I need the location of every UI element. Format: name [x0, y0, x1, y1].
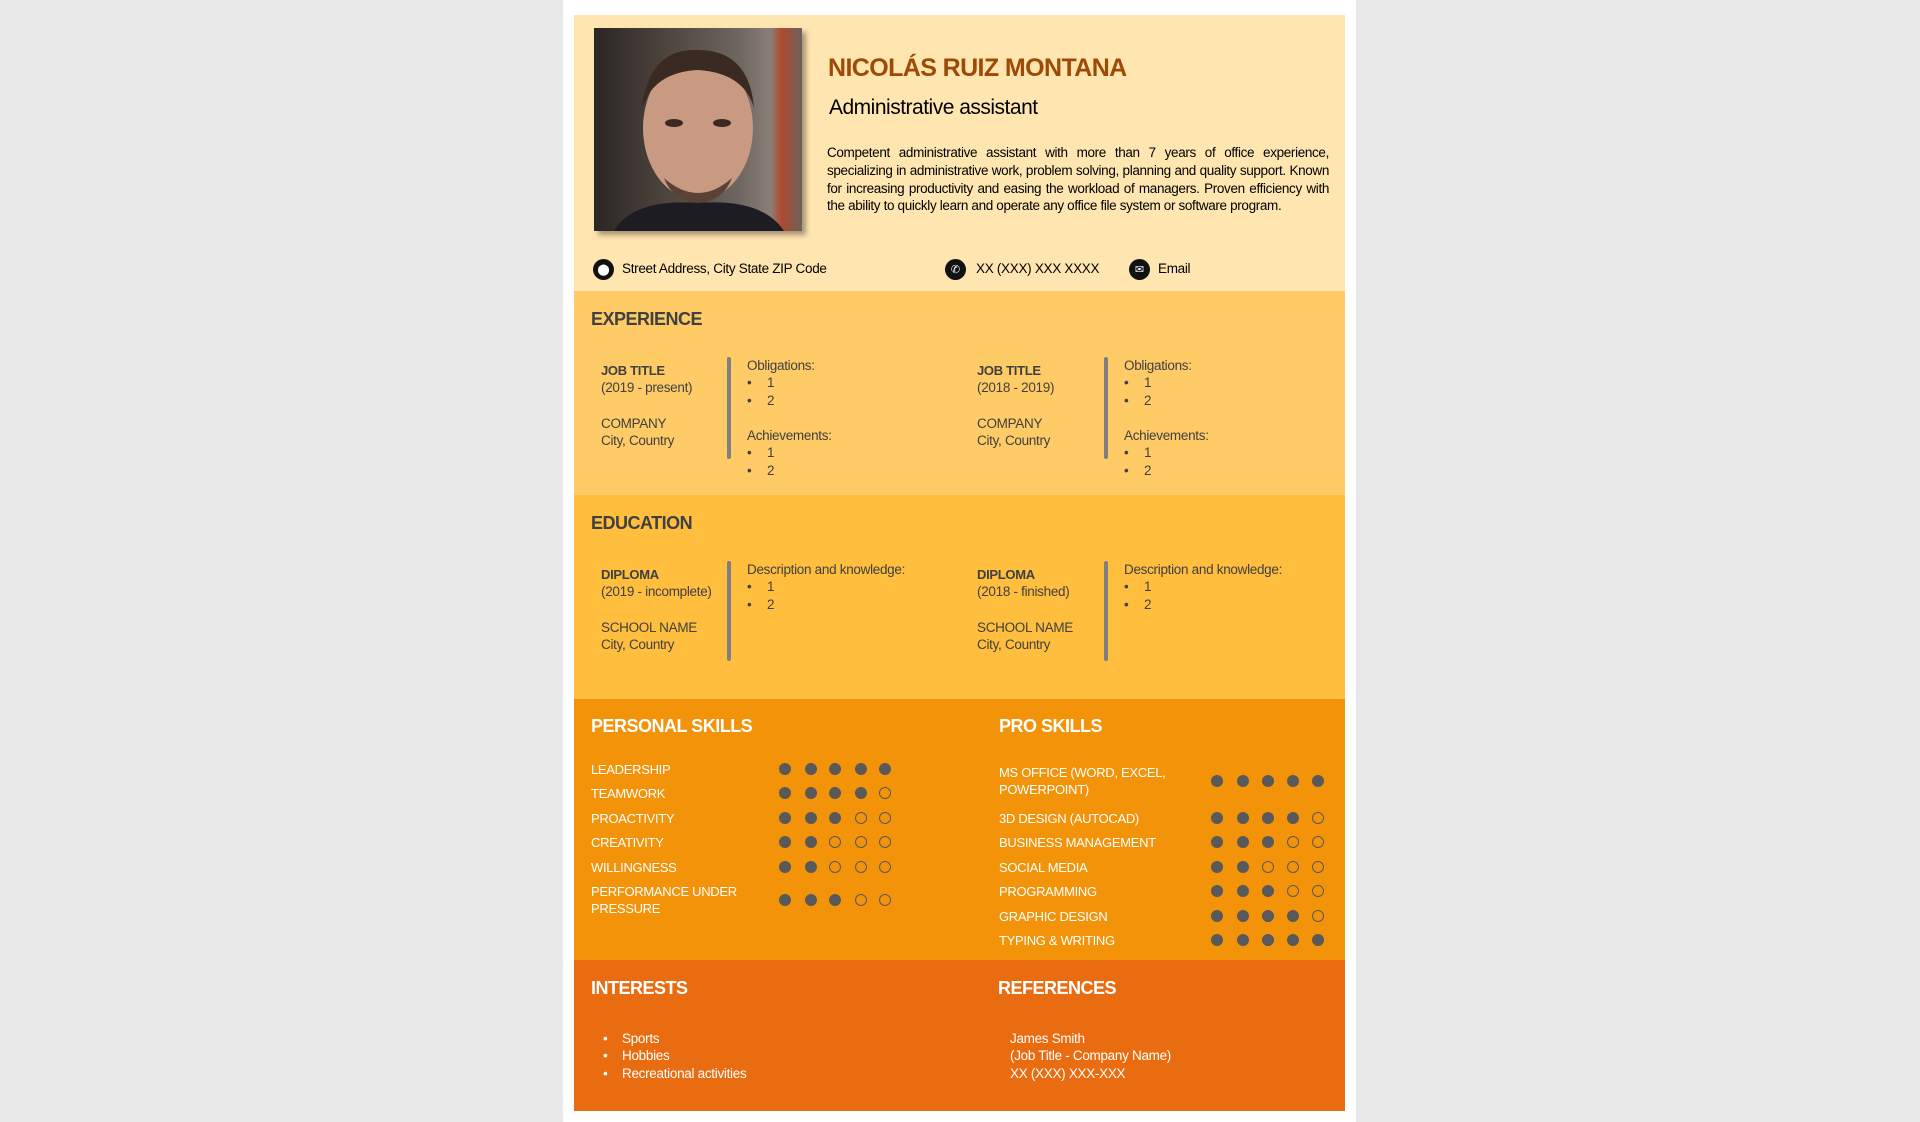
obligations-label: Obligations:	[1124, 358, 1192, 373]
bullet-icon: •	[747, 375, 752, 390]
job-dates: (2018 - 2019)	[977, 380, 1055, 395]
bullet-icon: •	[603, 1031, 608, 1046]
description-item: 1	[1144, 579, 1152, 594]
skill-level-dot	[879, 763, 891, 775]
job-location: City, Country	[977, 433, 1051, 448]
skill-level-dot	[805, 861, 817, 873]
company-name: COMPANY	[601, 416, 667, 431]
skill-level-dot	[805, 763, 817, 775]
skill-level-dot	[855, 894, 867, 906]
skill-level-dot	[1287, 775, 1299, 787]
skill-level-dot	[1237, 775, 1249, 787]
skill-level-dot	[779, 836, 791, 848]
divider	[1104, 357, 1108, 459]
skill-level-dot	[779, 861, 791, 873]
achievement-item: 1	[1144, 445, 1152, 460]
school-name: SCHOOL NAME	[601, 620, 697, 635]
skill-level-dot	[1287, 885, 1299, 897]
diploma-dates: (2018 - finished)	[977, 584, 1070, 599]
skill-level-dot	[1237, 934, 1249, 946]
bullet-icon: •	[747, 445, 752, 460]
reference-line: XX (XXX) XXX-XXX	[1010, 1066, 1126, 1081]
skill-level-dot	[879, 787, 891, 799]
skill-label: BUSINESS MANAGEMENT	[999, 834, 1156, 850]
skill-label: PROACTIVITY	[591, 810, 675, 826]
skill-label: GRAPHIC DESIGN	[999, 908, 1108, 924]
skill-label: 3D DESIGN (AUTOCAD)	[999, 810, 1139, 826]
skill-label: SOCIAL MEDIA	[999, 859, 1088, 875]
achievement-item: 2	[767, 463, 775, 478]
skill-level-dot	[1237, 910, 1249, 922]
skill-level-dot	[855, 787, 867, 799]
skill-label: PROGRAMMING	[999, 883, 1097, 899]
skill-level-dot	[779, 787, 791, 799]
skill-level-dot	[879, 836, 891, 848]
interest-item: Sports	[622, 1031, 660, 1046]
skill-level-dot	[829, 812, 841, 824]
skill-level-dot	[1211, 934, 1223, 946]
interests-references-section	[574, 960, 1345, 1111]
bullet-icon: •	[1124, 375, 1129, 390]
job-title: Administrative assistant	[829, 96, 1038, 119]
skill-level-dot	[855, 763, 867, 775]
description-label: Description and knowledge:	[1124, 562, 1283, 577]
skill-level-dot	[1237, 812, 1249, 824]
job-title: JOB TITLE	[601, 363, 665, 378]
skill-level-dot	[1211, 836, 1223, 848]
description-item: 1	[767, 579, 775, 594]
obligations-label: Obligations:	[747, 358, 815, 373]
skill-level-dot	[1211, 885, 1223, 897]
skill-label: MS OFFICE (WORD, EXCEL, POWERPOINT)	[999, 765, 1166, 797]
skill-level-dot	[1287, 812, 1299, 824]
profile-summary: Competent administrative assistant with more than 7 years of office experience, specializing in administrative work, problem solving, planning and quality support. Known for increasing productivity and easing the workload of managers. Proven efficiency with the ability to quickly learn and operate any office file system or software program.	[827, 145, 1329, 214]
school-location: City, Country	[601, 637, 675, 652]
skill-level-dot	[779, 894, 791, 906]
phone-icon: ✆	[945, 259, 966, 280]
experience-heading: EXPERIENCE	[591, 309, 703, 329]
achievements-label: Achievements:	[1124, 428, 1209, 443]
achievement-item: 1	[767, 445, 775, 460]
description-item: 2	[767, 597, 775, 612]
education-heading: EDUCATION	[591, 513, 693, 533]
skill-level-dot	[805, 812, 817, 824]
skill-level-dot	[1262, 812, 1274, 824]
school-location: City, Country	[977, 637, 1051, 652]
diploma-dates: (2019 - incomplete)	[601, 584, 712, 599]
divider	[727, 357, 731, 459]
candidate-name: NICOLÁS RUIZ MONTANA	[828, 54, 1127, 82]
achievement-item: 2	[1144, 463, 1152, 478]
skill-level-dot	[1312, 812, 1324, 824]
skill-level-dot	[1312, 836, 1324, 848]
job-dates: (2019 - present)	[601, 380, 693, 395]
skill-level-dot	[1237, 861, 1249, 873]
company-name: COMPANY	[977, 416, 1043, 431]
email-icon: ✉	[1129, 259, 1150, 280]
skill-level-dot	[1262, 885, 1274, 897]
skill-label: WILLINGNESS	[591, 859, 677, 875]
reference-line: (Job Title - Company Name)	[1010, 1048, 1172, 1063]
description-label: Description and knowledge:	[747, 562, 906, 577]
skill-level-dot	[1262, 861, 1274, 873]
skill-level-dot	[1262, 910, 1274, 922]
skill-label: CREATIVITY	[591, 834, 664, 850]
email-link[interactable]: Email	[1158, 261, 1191, 276]
obligation-item: 2	[767, 393, 775, 408]
skill-level-dot	[1211, 775, 1223, 787]
skill-label: PERFORMANCE UNDER PRESSURE	[591, 884, 737, 916]
job-location: City, Country	[601, 433, 675, 448]
bullet-icon: •	[1124, 579, 1129, 594]
skill-level-dot	[829, 894, 841, 906]
skill-level-dot	[855, 861, 867, 873]
skill-level-dot	[829, 787, 841, 799]
skill-level-dot	[829, 836, 841, 848]
skill-level-dot	[1287, 910, 1299, 922]
divider	[1104, 561, 1108, 661]
skill-level-dot	[1237, 885, 1249, 897]
job-title: JOB TITLE	[977, 363, 1041, 378]
skill-level-dot	[805, 787, 817, 799]
diploma-title: DIPLOMA	[977, 567, 1035, 582]
interest-item: Recreational activities	[622, 1066, 747, 1081]
divider	[727, 561, 731, 661]
skill-level-dot	[879, 861, 891, 873]
location-pin-icon: ⬤	[593, 259, 614, 280]
skill-level-dot	[805, 894, 817, 906]
interests-heading: INTERESTS	[591, 978, 688, 998]
skills-section	[574, 699, 1345, 960]
address-text: Street Address, City State ZIP Code	[622, 261, 827, 276]
skill-level-dot	[829, 763, 841, 775]
skill-level-dot	[879, 812, 891, 824]
bullet-icon: •	[747, 393, 752, 408]
bullet-icon: •	[603, 1048, 608, 1063]
diploma-title: DIPLOMA	[601, 567, 659, 582]
skill-level-dot	[779, 763, 791, 775]
bullet-icon: •	[1124, 463, 1129, 478]
skill-level-dot	[1312, 910, 1324, 922]
obligation-item: 1	[767, 375, 775, 390]
school-name: SCHOOL NAME	[977, 620, 1073, 635]
interest-item: Hobbies	[622, 1048, 670, 1063]
bullet-icon: •	[1124, 445, 1129, 460]
skill-level-dot	[1211, 812, 1223, 824]
skill-level-dot	[779, 812, 791, 824]
bullet-icon: •	[603, 1066, 608, 1081]
achievements-label: Achievements:	[747, 428, 832, 443]
bullet-icon: •	[747, 579, 752, 594]
skill-level-dot	[1312, 861, 1324, 873]
skill-label: TYPING & WRITING	[999, 932, 1115, 948]
pro-skills-heading: PRO SKILLS	[999, 716, 1103, 736]
personal-skills-heading: PERSONAL SKILLS	[591, 716, 753, 736]
references-heading: REFERENCES	[998, 978, 1117, 998]
profile-photo	[594, 28, 802, 231]
bullet-icon: •	[747, 597, 752, 612]
skill-level-dot	[1312, 885, 1324, 897]
skill-level-dot	[829, 861, 841, 873]
skill-level-dot	[1262, 934, 1274, 946]
obligation-item: 1	[1144, 375, 1152, 390]
skill-level-dot	[855, 836, 867, 848]
skill-level-dot	[1237, 836, 1249, 848]
skill-label: TEAMWORK	[591, 785, 666, 801]
description-item: 2	[1144, 597, 1152, 612]
skill-level-dot	[1287, 861, 1299, 873]
skill-level-dot	[1262, 836, 1274, 848]
skill-level-dot	[855, 812, 867, 824]
bullet-icon: •	[1124, 393, 1129, 408]
skill-level-dot	[805, 836, 817, 848]
bullet-icon: •	[747, 463, 752, 478]
skill-level-dot	[1312, 775, 1324, 787]
skill-level-dot	[1211, 910, 1223, 922]
skill-level-dot	[1287, 836, 1299, 848]
skill-level-dot	[1312, 934, 1324, 946]
skill-level-dot	[1262, 775, 1274, 787]
skill-level-dot	[1211, 861, 1223, 873]
phone-text: XX (XXX) XXX XXXX	[976, 261, 1100, 276]
skill-level-dot	[1287, 934, 1299, 946]
skill-label: LEADERSHIP	[591, 761, 671, 777]
bullet-icon: •	[1124, 597, 1129, 612]
skill-level-dot	[879, 894, 891, 906]
reference-line: James Smith	[1010, 1031, 1085, 1046]
obligation-item: 2	[1144, 393, 1152, 408]
